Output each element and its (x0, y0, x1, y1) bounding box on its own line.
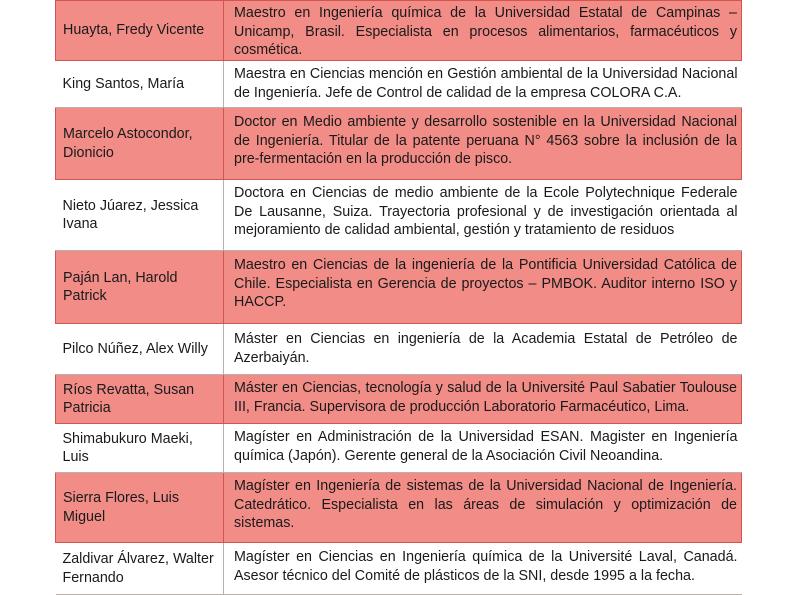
faculty-name-cell (56, 1, 224, 61)
table-row (56, 424, 742, 473)
table-row (56, 108, 742, 180)
table-row (56, 251, 742, 324)
faculty-name: Pilco Núñez, Alex Willy (62, 340, 208, 357)
faculty-description: Magíster en Ciencias en Ingeniería química de la Université Laval, Canadá. Asesor técnico del Comité de plásticos de la SNI, desde 1995 a la fecha. (234, 549, 738, 584)
faculty-description: Doctor en Medio ambiente y desarrollo sostenible en la Universidad Nacional de Ingeniería. Titular de la patente peruana N° 4563 sobre la inclusión de la pre-fermentación en la producción de pisco. (234, 114, 737, 167)
faculty-description-cell (224, 180, 742, 251)
table-row (56, 180, 742, 251)
faculty-table-body (56, 1, 742, 595)
faculty-description-cell (224, 473, 742, 543)
faculty-description: Máster en Ciencias, tecnología y salud de la Université Paul Sabatier Toulouse III, Francia. Supervisora de producción Laboratorio Farmacéutico, Lima. (234, 380, 737, 415)
faculty-table (55, 0, 742, 595)
faculty-description: Magíster en Ingeniería de sistemas de la Universidad Nacional de Ingeniería. Catedrático. Especialista en las áreas de simulación y optimización de sistemas. (234, 478, 737, 531)
faculty-name: Sierra Flores, Luis Miguel (63, 490, 180, 525)
table-row (56, 324, 742, 375)
faculty-description-cell (224, 108, 742, 180)
table-row (56, 473, 742, 543)
table-row (56, 543, 742, 595)
faculty-description: Doctora en Ciencias de medio ambiente de la Ecole Polytechnique Federale De Lausanne, Suiza. Trayectoria profesional y de investigación orientada al mejoramiento de calidad ambiental, gestión y tratamiento de residuos (234, 185, 738, 238)
faculty-description-cell (224, 424, 742, 473)
faculty-description: Magíster en Administración de la Universidad ESAN. Magister en Ingeniería química (Japón). Gerente general de la Asociación Civil Neoandina. (234, 429, 738, 464)
faculty-name: Paján Lan, Harold Patrick (63, 269, 178, 304)
faculty-table-container (55, 0, 741, 595)
faculty-description: Máster en Ciencias en ingeniería de la Academia Estatal de Petróleo de Azerbaiyán. (234, 331, 738, 366)
faculty-name: Marcelo Astocondor, Dionicio (63, 126, 193, 161)
faculty-description-cell (224, 251, 742, 324)
faculty-name-cell (56, 108, 224, 180)
faculty-name-cell (56, 180, 224, 251)
faculty-name: Ríos Revatta, Susan Patricia (63, 381, 195, 416)
faculty-description: Maestro en Ingeniería química de la Universidad Estatal de Campinas – Unicamp, Brasil. Especialista en procesos alimentarios, farmacéuticos y cosmética. (234, 5, 737, 58)
faculty-name-cell (56, 324, 224, 375)
faculty-name-cell (56, 424, 224, 473)
faculty-name-cell (56, 375, 224, 424)
faculty-description-cell (224, 324, 742, 375)
faculty-name: Shimabukuro Maeki, Luis (62, 430, 193, 465)
faculty-description-cell (224, 1, 742, 61)
faculty-name-cell (56, 473, 224, 543)
faculty-description: Maestro en Ciencias de la ingeniería de la Pontificia Universidad Católica de Chile. Especialista en Gerencia de proyectos – PMBOK. Auditor interno ISO y HACCP. (234, 257, 737, 310)
table-row (56, 61, 742, 108)
faculty-name-cell (56, 543, 224, 595)
faculty-description-cell (224, 375, 742, 424)
faculty-name: Zaldivar Álvarez, Walter Fernando (62, 551, 214, 586)
table-row (56, 1, 742, 61)
faculty-name-cell (56, 61, 224, 108)
faculty-name: Nieto Júarez, Jessica Ivana (62, 197, 199, 232)
faculty-name: King Santos, María (62, 75, 185, 92)
faculty-description-cell (224, 61, 742, 108)
faculty-description: Maestra en Ciencias mención en Gestión ambiental de la Universidad Nacional de Ingeniería. Jefe de Control de calidad de la empresa COLORA C.A. (234, 66, 738, 101)
faculty-description-cell (224, 543, 742, 595)
table-row (56, 375, 742, 424)
faculty-name-cell (56, 251, 224, 324)
faculty-name: Huayta, Fredy Vicente (63, 22, 205, 39)
